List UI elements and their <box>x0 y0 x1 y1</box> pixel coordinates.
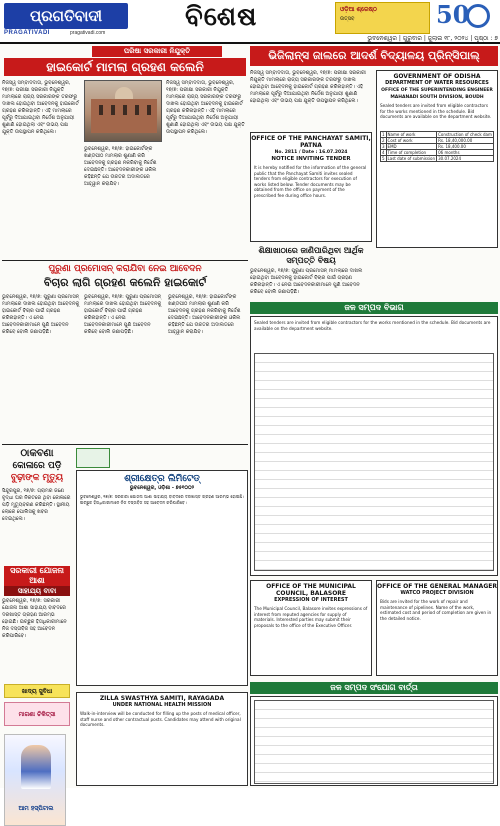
logo-website[interactable]: pragativadi.com <box>70 30 106 36</box>
municipal-title: OFFICE OF THE MUNICIPAL COUNCIL, BALASORE <box>266 583 356 597</box>
green-logo <box>76 448 110 468</box>
newspaper-logo[interactable]: ପ୍ରଗତିବାଦୀ <box>4 3 128 29</box>
zilla-notice[interactable] <box>76 692 248 786</box>
side-ad-pink[interactable]: ମାଗଣା ଚିକିତ୍ସା <box>4 702 70 726</box>
gov-body: Sealed tenders are invited from eligible contractors for the works mentioned in the schedule. Bid documents are available on the department website. <box>380 103 492 119</box>
table-row: 5 Last date of submission 30.07.2024 <box>381 156 494 162</box>
gov-circle: MAHANADI SOUTH DIVISION, BOUDH <box>390 95 484 100</box>
municipal-body: The Municipal Council, Balasore invites expressions of interest from reputed agencies for supply of materials. Interested parties may submit their proposals to the office of the Executive Officer. <box>254 606 368 628</box>
section-title: ବିଶେଷ <box>185 2 258 32</box>
panchayat-notice-title: NOTICE INVITING TENDER <box>271 156 351 162</box>
gov-dept: DEPARTMENT OF WATER RESOURCES <box>385 80 489 86</box>
logo-subtitle: PRAGATIVADI <box>4 30 50 36</box>
vigilance-story: ନିଜସ୍ୱ ସମ୍ବାଦଦାତା, ଭୁବନେଶ୍ୱର, ୧୭/୭: ପରୀକ୍ଷା ସରକାରୀ ନିଯୁକ୍ତି ମାମଲାରେ ରାଜ୍ୟ ସରକାରଙ୍କ ତରଫରୁ ଦାଖଲ ହୋଇଥିବା ଆବେଦନକୁ ହାଇକୋର୍ଟ ଗ୍ରହଣ କରିନାହାନ୍ତି। ଏହି ମାମଲାରେ ପୂର୍ବରୁ ଦିଆଯାଇଥିବା ନିର୍ଦ୍ଦେଶ ଅନୁଯାୟୀ ଶୁଣାଣି ହୋଇଥିଲା ଏବଂ ଉଭୟ ପକ୍ଷ ଯୁକ୍ତି ଉପସ୍ଥାପନ କରିଥିଲେ। <box>250 70 366 104</box>
left-column <box>2 46 248 812</box>
table-row: 2 Cost of work Rs. 18,40,000.00 <box>381 138 494 144</box>
lead-story-col-2: ଭୁବନେଶ୍ୱର, ୧୭/୭: ହାଇକୋର୍ଟଙ୍କ ଖଣ୍ଡପୀଠ ମାମଲାର ଶୁଣାଣି କରି ଆବେଦନକୁ ଗ୍ରହଣ ନକରିବାକୁ ନିର୍ଦ୍ଦେଶ ଦେଇଛନ୍ତି। ଆବେଦନକାରୀଙ୍କ ଓକିଲ କହିଛନ୍ତି ଯେ ଉଚ୍ଚତର ଅଦାଲତରେ ଆହ୍ୱାନ କରାଯିବ। <box>84 146 157 187</box>
promo-ad[interactable] <box>335 2 430 34</box>
company-address: ଭୁବନେଶ୍ୱର, ଓଡ଼ିଶା - ୭୫୧୦୦୨ <box>129 485 195 491</box>
side-story-headline-3: ବୁଢ଼ୀଙ୍କ ମୃତ୍ୟୁ <box>10 473 64 483</box>
high-court-photo <box>84 80 162 142</box>
second-story-col-1: ଭୁବନେଶ୍ୱର, ୧୭/୭: ପୁରୁଣା ପ୍ରମୋସନ୍ ମାମଲାରେ ଦାଖଲ ହୋଇଥିବା ଆବେଦନକୁ ହାଇକୋର୍ଟ ବିଚାର ପାଇଁ ଗ୍ରହଣ କରିନାହାନ୍ତି। ଏ ନେଇ ଆବେଦନକାରୀମାନେ ପୁଣି ଆବେଦନ କରିବେ ବୋଲି ଜଣାପଡ଼ିଛି। <box>2 294 80 335</box>
panchayat-notice-no: No. 2811 / Date : 16.07.2024 <box>274 150 348 155</box>
dateline: ଭୁବନେଶ୍ୱର | ଗୁରୁବାର | ଜୁଲାଇ ୧୮, ୨୦୨୪ | ପୃଷ୍ଠା : ୭ <box>367 35 498 42</box>
company-notice-body: ଭୁବନେଶ୍ୱର, ୧୭/୭: ସରକାରୀ ଯୋଜନା ଆଶା ସାହାଯ୍ୟ ବାବଦରେ ଦରଖାସ୍ତ ଗ୍ରହଣ ଆରମ୍ଭ ହୋଇଛି। ଇଚ୍ଛୁକ ହିତାଧିକାରୀମାନେ ନିଜ ଦସ୍ତାବିଜ ସହ ଆବେଦନ କରିପାରିବେ। <box>80 494 244 505</box>
bottom-notice-table[interactable] <box>250 696 498 786</box>
side-story-headline-2: କୋଳାରେ ପଡ଼ି <box>12 461 62 471</box>
side-ad-yellow[interactable]: ଖାଦ୍ୟ ସୁବିଧା <box>4 684 70 698</box>
side-story-body: ସିନ୍ଦୁରପୁର, ୧୭/୭: ଗ୍ରାମର ଜଣେ ବୃଦ୍ଧା ଘର ନିକଟରେ ଥିବା କୋଳାରେ ପଡ଼ି ମୃତ୍ୟୁବରଣ କରିଛନ୍ତି। ସ୍ଥାନୀୟ ଲୋକେ ପୋଲିସକୁ ଖବର ଦେଇଥିଲେ। <box>2 488 71 522</box>
promo-line-1: ଓଡ଼ିଆ ଶ୍ରେଷ୍ଠ <box>340 6 377 13</box>
doctor-photo <box>21 745 51 789</box>
side-red-box-body: ଭୁବନେଶ୍ୱର, ୧୭/୭: ସରକାରୀ ଯୋଜନା ଆଶା ସାହାଯ୍ୟ ବାବଦରେ ଦରଖାସ୍ତ ଗ୍ରହଣ ଆରମ୍ଭ ହୋଇଛି। ଇଚ୍ଛୁକ ହିତାଧିକାରୀମାନେ ନିଜ ଦସ୍ତାବିଜ ସହ ଆବେଦନ କରିପାରିବେ। <box>2 598 67 639</box>
table-row: 3 EMD Rs. 18,400.00 <box>381 144 494 150</box>
panchayat-notice-body: It is hereby notified for the information of the general public that the Panchayat Samiti invites sealed tenders from eligible contractors for execution of works listed below. Tender documents may be obtained from the office on payment of the prescribed fee during office hours. <box>254 165 367 198</box>
promo-line-2: ଉତ୍ସବ <box>340 16 355 22</box>
notice-grid <box>254 353 494 571</box>
table-row: 4 Time of completion 06 months <box>381 150 494 156</box>
green-banner: ଜଳ ସମ୍ପଦ ବିଭାଗ <box>250 302 498 314</box>
company-notice[interactable] <box>76 470 248 686</box>
panchayat-office: OFFICE OF THE PANCHAYAT SAMITI, PATNA <box>251 135 371 149</box>
right-mid-headline[interactable]: ଶିକ୍ଷାଖାଠାରେ ଜାଣିପାରିଥିବା ଆର୍ଥିକ ସମ୍ପତ୍ତି ବିଷୟ <box>258 246 364 265</box>
water-resources-notice[interactable] <box>376 70 498 248</box>
anniversary-ring-icon <box>466 4 490 28</box>
zilla-body: Walk-in-interview will be conducted for filling up the posts of medical officer, staff nurse and other contractual posts. Candidates may attend with original documents. <box>80 711 241 727</box>
vigilance-headline[interactable]: ଭିଜିଲାନ୍ସ ଜାଲରେ ଆଦର୍ଶ ବିଦ୍ୟାଳୟ ପ୍ରିନ୍ସିପାଲ୍ <box>250 46 498 66</box>
second-story-col-3: ଭୁବନେଶ୍ୱର, ୧୭/୭: ହାଇକୋର୍ଟଙ୍କ ଖଣ୍ଡପୀଠ ମାମଲାର ଶୁଣାଣି କରି ଆବେଦନକୁ ଗ୍ରହଣ ନକରିବାକୁ ନିର୍ଦ୍ଦେଶ ଦେଇଛନ୍ତି। ଆବେଦନକାରୀଙ୍କ ଓକିଲ କହିଛନ୍ତି ଯେ ଉଚ୍ଚତର ଅଦାଲତରେ ଆହ୍ୱାନ କରାଯିବ। <box>168 294 241 335</box>
kicker-tag: ପରିଷା ସରକାରୀ ନିଯୁକ୍ତି <box>92 46 222 57</box>
gov-title: GOVERNMENT OF ODISHA <box>393 73 481 80</box>
watco-body: Bids are invited for the work of repair and maintenance of pipelines. Name of the work, estimated cost and period of completion are given in the detailed notice. <box>380 599 492 621</box>
second-story-headline[interactable]: ବିଚାର ଲାଗି ଗ୍ରହଣ କଲେନି ହାଇକୋର୍ଟ <box>43 276 207 289</box>
side-story-headline-1[interactable]: ଠାକବଣା <box>20 448 54 459</box>
hospital-ad[interactable] <box>4 734 66 826</box>
bottom-notice-grid <box>254 700 494 784</box>
lead-story-col-1: ନିଜସ୍ୱ ସମ୍ବାଦଦାତା, ଭୁବନେଶ୍ୱର, ୧୭/୭: ପରୀକ୍ଷା ସରକାରୀ ନିଯୁକ୍ତି ମାମଲାରେ ରାଜ୍ୟ ସରକାରଙ୍କ ତରଫରୁ ଦାଖଲ ହୋଇଥିବା ଆବେଦନକୁ ହାଇକୋର୍ଟ ଗ୍ରହଣ କରିନାହାନ୍ତି। ଏହି ମାମଲାରେ ପୂର୍ବରୁ ଦିଆଯାଇଥିବା ନିର୍ଦ୍ଦେଶ ଅନୁଯାୟୀ ଶୁଣାଣି ହୋଇଥିଲା ଏବଂ ଉଭୟ ପକ୍ଷ ଯୁକ୍ତି ଉପସ୍ଥାପନ କରିଥିଲେ। <box>2 80 79 135</box>
watco-subtitle: WATCO PROJECT DIVISION <box>400 590 474 596</box>
divider <box>2 260 248 261</box>
municipal-subtitle: EXPRESSION OF INTEREST <box>274 597 348 603</box>
company-name: ଶ୍ରୀକ୍ଷେତ୍ର ଲିମିଟେଡ୍ <box>124 474 200 484</box>
gov-office: OFFICE OF THE SUPERINTENDING ENGINEER <box>381 88 493 93</box>
watco-notice[interactable] <box>376 580 498 676</box>
banner-notice-table[interactable] <box>250 316 498 576</box>
divider <box>2 444 248 445</box>
lead-story-col-3: ନିଜସ୍ୱ ସମ୍ବାଦଦାତା, ଭୁବନେଶ୍ୱର, ୧୭/୭: ପରୀକ୍ଷା ସରକାରୀ ନିଯୁକ୍ତି ମାମଲାରେ ରାଜ୍ୟ ସରକାରଙ୍କ ତରଫରୁ ଦାଖଲ ହୋଇଥିବା ଆବେଦନକୁ ହାଇକୋର୍ଟ ଗ୍ରହଣ କରିନାହାନ୍ତି। ଏହି ମାମଲାରେ ପୂର୍ବରୁ ଦିଆଯାଇଥିବା ନିର୍ଦ୍ଦେଶ ଅନୁଯାୟୀ ଶୁଣାଣି ହୋଇଥିଲା ଏବଂ ଉଭୟ ପକ୍ଷ ଯୁକ୍ତି ଉପସ୍ଥାପନ କରିଥିଲେ। <box>166 80 245 135</box>
hospital-ad-text: ଆମ ହସ୍ପିଟାଲ <box>18 805 54 812</box>
side-red-box: ସରକାରୀ ଯୋଜନା ଆଶା <box>4 566 70 586</box>
table-row: 1 Name of work Construction of check dam <box>382 132 492 137</box>
second-story-col-2: ଭୁବନେଶ୍ୱର, ୧୭/୭: ପୁରୁଣା ପ୍ରମୋସନ୍ ମାମଲାରେ ଦାଖଲ ହୋଇଥିବା ଆବେଦନକୁ ହାଇକୋର୍ଟ ବିଚାର ପାଇଁ ଗ୍ରହଣ କରିନାହାନ୍ତି। ଏ ନେଇ ଆବେଦନକାରୀମାନେ ପୁଣି ଆବେଦନ କରିବେ ବୋଲି ଜଣାପଡ଼ିଛି। <box>84 294 162 335</box>
anniversary-badge <box>436 2 498 32</box>
side-red-box-b: ସାହାଯ୍ୟ ବାବା <box>4 586 70 596</box>
right-column <box>250 46 498 786</box>
zilla-title: ZILLA SWASTHYA SAMITI, RAYAGADA <box>99 695 225 702</box>
panchayat-tender[interactable] <box>250 132 372 242</box>
zilla-subtitle: UNDER NATIONAL HEALTH MISSION <box>112 702 212 708</box>
masthead <box>0 0 500 44</box>
tender-table <box>380 131 494 162</box>
right-mid-story: ଭୁବନେଶ୍ୱର, ୧୭/୭: ପୁରୁଣା ପ୍ରମୋସନ୍ ମାମଲାରେ ଦାଖଲ ହୋଇଥିବା ଆବେଦନକୁ ହାଇକୋର୍ଟ ବିଚାର ପାଇଁ ଗ୍ରହଣ କରିନାହାନ୍ତି। ଏ ନେଇ ଆବେଦନକାରୀମାନେ ପୁଣି ଆବେଦନ କରିବେ ବୋଲି ଜଣାପଡ଼ିଛି। <box>250 268 363 295</box>
bottom-green-banner: ଜଳ ସମ୍ପଦ ସଂଯୋଗ ବାର୍ତ୍ତା <box>250 682 498 694</box>
anniversary-number: 50 <box>436 0 470 29</box>
municipal-notice[interactable] <box>250 580 372 676</box>
watco-title: OFFICE OF THE GENERAL MANAGER <box>377 583 497 590</box>
banner-notice-body: Sealed tenders are invited from eligible contractors for the works mentioned in the schedule. Bid documents are available on the department website. <box>254 320 491 331</box>
second-story-kicker: ପୁରୁଣା ପ୍ରମୋସନ୍ କରାଯିବା ନେଇ ଆବେଦନ <box>48 264 202 274</box>
lead-headline[interactable]: ହାଇକୋର୍ଟ ମାମଲା ଗ୍ରହଣ କଲେନି <box>4 58 246 76</box>
